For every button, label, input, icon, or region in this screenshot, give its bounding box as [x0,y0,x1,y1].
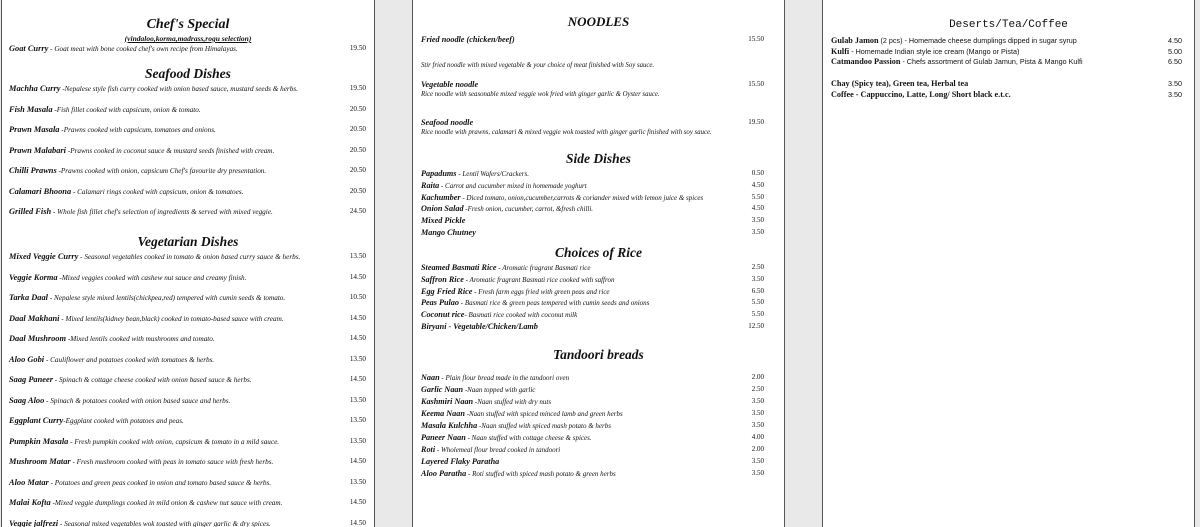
menu-item [9,252,366,261]
item-name: Aloo Paratha [421,469,467,478]
menu-item [9,519,366,527]
item-desc: - Diced tomato, onion,cucumber,carrots & coriander mixed with lemon juice & spices [460,193,704,202]
item-name: Paneer Naan [421,433,466,442]
noodles-heading: NOODLES [567,14,630,29]
item-desc: -Mixed veggies cooked with cashew nut sauce and creamy finish. [57,273,247,282]
item-desc: -Naan stuffed with spiced mash potato & herbs [477,422,611,430]
item-name: Tarka Daal [9,293,49,302]
item-name: Grilled Fish [9,207,52,216]
menu-item [9,187,366,196]
menu-item [421,298,764,307]
item-price: 3.50 [751,397,764,405]
menu-page-1 [1,0,375,527]
item-desc: - Basmati rice cooked with coconut milk [464,311,578,320]
item-desc: - Aromatic fragrant Basmati rice cooked with saffron [463,275,615,284]
menu-item [421,469,764,478]
item-desc: - Nepalese style mixed lentils(chickpea,red) tempered with cumin seeds & tomato. [48,294,286,302]
rice-heading: Choices of Rice [555,245,642,260]
item-name: Kulfi [831,46,850,56]
item-price: 13.50 [349,395,366,404]
item-desc: - Spinach & potatoes cooked with onion based sauce and herbs. [44,396,231,405]
item-price: 20.50 [349,125,366,133]
item-name: Peas Pulao [421,298,459,308]
item-price: 15.50 [748,80,764,88]
item-price: 14.50 [349,518,366,527]
item-desc: - Fresh mushroom cooked with peas in tomato sauce with fresh herbs. [70,458,274,466]
item-name: Saffron Rice [421,274,464,284]
item-name: Daal Makhani [9,313,60,323]
item-name: Calamari Bhoona [9,186,72,196]
item-desc: - Calamari rings cooked with capsicum, onion & tomatoes. [71,187,244,196]
vegetarian-heading: Vegetarian Dishes [137,234,239,249]
item-price: 20.50 [349,186,366,195]
item-name: Saag Aloo [9,395,45,405]
menu-item [9,314,366,323]
item-price: 12.50 [748,322,764,330]
menu-item [421,228,764,237]
item-desc: - Wholemeal flour bread cooked in tandoori [435,446,561,454]
item-name: Keema Naan [421,409,465,418]
item-price: 19.50 [349,84,366,92]
menu-page-2 [412,0,785,527]
item-price: 4.50 [751,180,764,189]
item-price: 14.50 [349,334,366,342]
item-desc: - Spinach & cottage cheese cooked with onion based sauce & herbs. [52,376,252,384]
item-price: 4.00 [751,433,764,441]
item-price: 15.50 [748,35,764,43]
chefs-special-subtitle: (vindaloo,korma,madrass,rogu selection) [124,34,252,43]
item-name: Onion Salad [421,204,464,214]
menu-item [9,125,366,134]
menu-item [9,437,366,446]
item-price: 3.50 [751,216,764,225]
item-desc: -Naan topped with garlic [463,386,536,394]
item-name: Chilli Prawns [9,166,57,175]
menu-item [831,47,1182,56]
item-price: 14.50 [349,375,366,383]
desserts-heading: Deserts/Tea/Coffee [949,19,1068,31]
item-price: 2.00 [751,445,764,453]
menu-item [831,79,1182,88]
item-name: Malai Kofta [9,498,51,507]
item-name: Catmandoo Passion [831,57,901,66]
item-desc: - Lentil Wafers/Crackers. [456,170,529,178]
item-desc: - Aromatic fragrant Basmati rice [496,264,591,272]
menu-item [9,355,366,364]
item-name: Fried noodle (chicken/beef) [421,35,515,44]
item-desc: -Nepalese style fish curry cooked with onion based sauce, mustard seeds & herbs. [60,85,298,93]
item-price: 3.50 [1168,79,1182,88]
item-name: Prawn Masala [9,125,60,134]
item-price: 2.50 [751,263,764,271]
item-name: Steamed Basmati Rice [421,263,497,272]
item-price: 4.50 [751,204,764,213]
item-name: Naan [421,373,440,382]
item-price: 0.50 [751,169,764,177]
menu-item [9,166,366,175]
item-desc: -Mixed veggie dumplings cooked in mild onion & cashew nut sauce with cream. [50,499,283,507]
item-desc: - Fresh farm eggs fried with green peas and rice [472,287,610,296]
item-name: Gulab Jamon [831,36,879,45]
item-desc: - Roti stuffed with spiced mash potato & green herbs [466,470,616,478]
item-price: 6.50 [751,286,764,295]
menu-item [421,310,764,319]
menu-item [9,207,366,216]
item-price: 5.50 [751,192,764,201]
item-price: 3.50 [751,274,764,283]
item-desc: - Seasonal vegetables cooked in tomato & onion based curry sauce & herbs. [78,253,301,261]
item-name: Mango Chutney [421,228,476,237]
item-name: Veggie Korma [9,272,58,282]
item-name: Mushroom Matar [9,457,71,466]
chefs-special-heading: Chef's Special [146,17,230,32]
seafood-heading: Seafood Dishes [145,66,231,81]
menu-item [9,273,366,282]
item-price: 3.50 [751,409,764,417]
menu-item [421,216,764,225]
menu-item [9,44,366,53]
menu-item [9,146,366,155]
item-desc: - Cauliflower and potatoes cooked with tomatoes & herbs. [44,355,215,364]
item-price: 14.50 [349,313,366,322]
item-price: 19.50 [349,44,366,52]
item-price: 20.50 [349,104,366,113]
item-name: Papadums [421,169,457,178]
item-name: Biryani - Vegetable/Chicken/Lamb [421,322,538,331]
menu-item [421,457,764,466]
item-name: Machha Curry [9,84,61,93]
menu-item [421,263,764,272]
item-name: Roti [421,445,436,454]
item-price: 13.50 [349,252,366,260]
item-name: Coffee - Cappuccino, Latte, Long/ Short black e.t.c. [831,89,1011,99]
menu-item [9,457,366,466]
menu-item [9,498,366,507]
item-desc: -Fish fillet cooked with capsicum, onion & tomato. [52,105,201,114]
item-desc: - Whole fish fillet chef's selection of ingredients & served with mixed veggie. [51,208,273,216]
menu-item [421,385,764,394]
item-price: 5.50 [751,298,764,307]
item-name: Coconut rice [421,310,465,320]
menu-item [421,118,764,127]
item-name: Egg Fried Rice [421,286,473,296]
item-desc: -Prawns cooked in coconut sauce & mustard seeds finished with cream. [66,146,275,155]
item-price: 14.50 [349,272,366,281]
item-name: Fish Masala [9,104,53,114]
item-name: Masala Kulchha [421,421,478,430]
item-name: Eggplant Curry [9,416,64,425]
menu-item [831,90,1182,99]
item-name: Mixed Pickle [421,216,466,226]
item-desc: -Naan stuffed with spiced minced lamb and green herbs [464,410,623,418]
item-desc: Rice noodle with prawns, calamari & mixed veggie wok toasted with ginger garlic finished with soy sauce. [421,129,712,136]
item-price: 24.50 [349,207,366,215]
item-name: Aloo Gobi [9,354,45,364]
menu-item [9,334,366,343]
menu-item [421,275,764,284]
item-price: 19.50 [748,118,764,126]
item-desc: - Carrot and cucumber mixed in homemade yoghurt [439,181,587,190]
menu-item [9,293,366,302]
item-name: Daal Mushroom [9,334,67,343]
item-name: Raita [421,180,440,190]
item-desc: -Eggplant cooked with potatoes and peas. [63,417,184,425]
item-price: 13.50 [349,354,366,363]
menu-item [9,478,366,487]
menu-item [421,80,764,89]
item-price: 3.50 [751,228,764,236]
item-name: Prawn Malabari [9,145,67,155]
item-desc: -Naan stuffed with dry nuts [473,398,552,406]
menu-item [421,373,764,382]
item-price: 2.50 [751,385,764,393]
item-price: 20.50 [349,145,366,154]
menu-item [831,57,1182,66]
menu-page-3 [822,0,1195,527]
item-desc: - Plain flour bread made in the tandoori oven [439,374,570,382]
menu-item [9,396,366,405]
item-price: 10.50 [349,293,366,301]
item-price: 13.50 [349,436,366,445]
menu-item [9,375,366,384]
item-desc: - Naan stuffed with cottage cheese & spices. [465,434,592,442]
menu-item [421,193,764,202]
side-dishes-heading: Side Dishes [566,151,631,166]
item-name: Kashmiri Naan [421,397,474,406]
item-name: Vegetable noodle [421,80,479,89]
item-name: Aloo Matar [9,477,49,487]
item-desc: - Chefs assortment of Gulab Jamun, Pista & Mango Kulfi [900,57,1083,66]
menu-item [421,322,764,331]
item-name: Seafood noodle [421,118,474,127]
item-name: Kachumber [421,192,461,202]
item-price: 4.50 [1168,36,1182,45]
item-price: 14.50 [349,498,366,506]
menu-item [421,287,764,296]
item-desc: - Homemade Indian style ice cream (Mango or Pista) [849,46,1020,56]
menu-item [421,204,764,213]
item-price: 5.50 [751,310,764,319]
item-name: Mixed Veggie Curry [9,252,79,261]
menu-item [421,181,764,190]
item-price: 3.50 [751,457,764,465]
item-desc: -Prawns cooked with onion, capsicum Chef's favourite dry presentation. [56,167,267,175]
menu-item [9,105,366,114]
menu-item [421,433,764,442]
menu-item [421,445,764,454]
item-desc: Stir fried noodle with mixed vegetable & your choice of meat finished with Soy sauce. [421,62,655,69]
item-name: Saag Paneer [9,375,53,384]
item-name: Goat Curry [9,44,49,53]
item-desc: - Fresh pumpkin cooked with onion, capsicum & tomato in a mild sauce. [68,437,280,446]
item-price: 2.00 [751,373,764,381]
menu-item [421,421,764,430]
item-price: 3.50 [751,421,764,429]
item-desc: (2 pcs) - Homemade cheese dumplings dipped in sugar syrup [878,36,1077,45]
item-desc: - Mixed lentils(kidney bean,black) cooked in tomato-based sauce with cream. [59,314,284,323]
item-price: 14.50 [349,457,366,465]
item-desc: -Fresh onion, cucumber, carrot, &fresh chilli. [463,205,594,214]
menu-item [421,35,764,44]
item-name: Layered Flaky Paratha [421,457,500,466]
menu-item [421,397,764,406]
item-price: 13.50 [349,416,366,424]
item-price: 3.50 [1168,89,1182,99]
item-desc: -Mixed lentils cooked with mushrooms and tomato. [66,335,215,343]
menu-item [831,36,1182,45]
item-desc: - Basmati rice & green peas tempered with cumin seeds and onions [458,299,650,308]
item-desc: -Prawns cooked with capsicum, tomatoes and onions. [59,126,216,134]
menu-item [9,84,366,93]
item-price: 3.50 [751,469,764,477]
item-name: Chay (Spicy tea), Green tea, Herbal tea [831,79,969,88]
item-desc: - Goat meat with bone cooked chef's own recipe from Himalayas. [48,45,238,53]
menu-item [9,416,366,425]
item-name: Veggie jalfrezi [9,518,59,527]
item-price: 5.00 [1168,46,1182,56]
menu-item [421,409,764,418]
item-desc: - Seasonal mixed vegetables wok toasted with ginger garlic & dry spices. [58,519,271,527]
menu-item [421,169,764,178]
breads-heading: Tandoori breads [553,347,644,362]
item-name: Garlic Naan [421,385,464,394]
item-desc: - Potatoes and green peas cooked in onion and tomato based sauce & herbs. [48,478,272,487]
item-price: 13.50 [349,477,366,486]
item-price: 20.50 [349,166,366,174]
item-desc: Rice noodle with seasonable mixed veggie wok fried with ginger garlic & Oyster sauce. [421,91,660,98]
item-price: 6.50 [1168,57,1182,66]
item-name: Pumpkin Masala [9,436,69,446]
